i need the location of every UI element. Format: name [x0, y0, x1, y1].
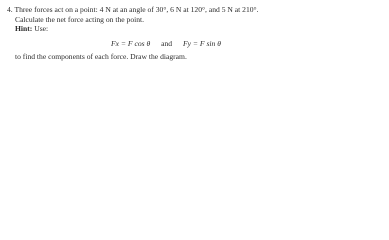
problem-number: 4.: [7, 5, 13, 14]
hint-label: Hint:: [15, 24, 33, 33]
problem-block: [7, 5, 387, 62]
formula-x-component: Fx = F cos θ: [111, 38, 151, 48]
problem-statement-line-1: [7, 5, 387, 15]
formula-y-component: Fy = F sin θ: [183, 38, 221, 48]
problem-statement-text: Three forces act on a point: 4 N at an angle of 30°, 6 N at 120°, and 5 N at 210°.: [14, 5, 259, 14]
formula-row: [7, 39, 387, 49]
problem-statement-line-2: Calculate the net force acting on the point.: [15, 14, 145, 24]
hint-text: Use:: [34, 24, 49, 33]
hint-line: [7, 24, 387, 34]
formula-joiner: and: [161, 38, 173, 48]
closing-instruction: to find the components of each force. Draw the diagram.: [15, 52, 187, 61]
